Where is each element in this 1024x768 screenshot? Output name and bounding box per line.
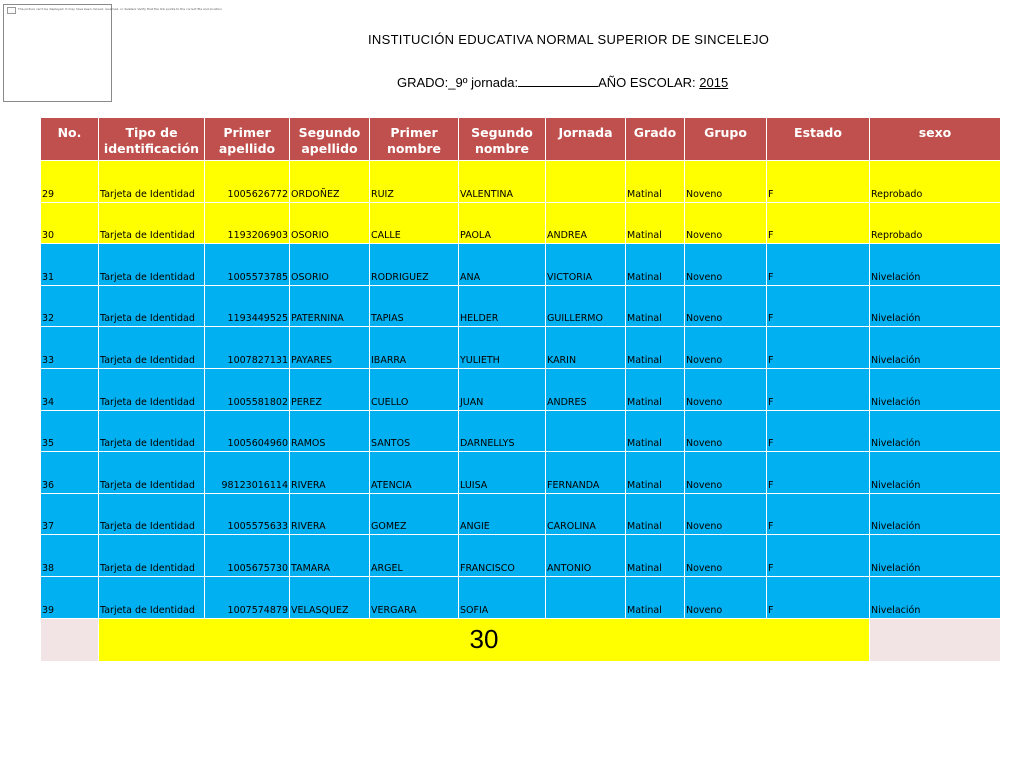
total-right-cell — [870, 618, 1001, 661]
row-grade: Noveno — [685, 161, 767, 203]
row-first-surname: PAYARES — [290, 327, 370, 369]
row-id-type: Tarjeta de Identidad — [99, 535, 205, 577]
row-id-number: 1193206903 — [205, 202, 290, 244]
row-id-type: Tarjeta de Identidad — [99, 368, 205, 410]
col-header-grupo: Grupo — [685, 118, 767, 161]
table-row — [41, 576, 1001, 618]
row-status: Reprobado — [870, 202, 1001, 244]
logo-alt-text: The picture can't be displayed. It may have been moved, renamed, or deleted. Verify that the link points to the correct file and location. — [18, 7, 223, 11]
row-number: 31 — [41, 244, 99, 286]
col-header-sexo: sexo — [870, 118, 1001, 161]
row-first-name: YULIETH — [459, 327, 546, 369]
row-shift: Matinal — [626, 368, 685, 410]
row-number: 30 — [41, 202, 99, 244]
row-first-name: ANA — [459, 244, 546, 286]
row-grade: Noveno — [685, 327, 767, 369]
row-first-surname: PEREZ — [290, 368, 370, 410]
student-roster-table — [40, 117, 1001, 662]
row-id-number: 1005675730 — [205, 535, 290, 577]
col-header-segundo-nombre: Segundo nombre — [459, 118, 546, 161]
row-first-surname: ORDOÑEZ — [290, 161, 370, 203]
row-id-type: Tarjeta de Identidad — [99, 327, 205, 369]
row-grade: Noveno — [685, 576, 767, 618]
row-group: F — [767, 327, 870, 369]
row-id-number: 1005581802 — [205, 368, 290, 410]
row-id-number: 1005573785 — [205, 244, 290, 286]
row-grade: Noveno — [685, 285, 767, 327]
row-shift: Matinal — [626, 452, 685, 494]
row-first-name: DARNELLYS — [459, 410, 546, 452]
row-status: Nivelación — [870, 535, 1001, 577]
total-row — [41, 618, 1001, 661]
row-second-surname: RODRIGUEZ — [370, 244, 459, 286]
row-number: 32 — [41, 285, 99, 327]
institution-title: INSTITUCIÓN EDUCATIVA NORMAL SUPERIOR DE SINCELEJO — [368, 32, 770, 47]
row-id-type: Tarjeta de Identidad — [99, 576, 205, 618]
school-year-value: 2015 — [699, 75, 729, 90]
row-first-name: HELDER — [459, 285, 546, 327]
row-first-surname: PATERNINA — [290, 285, 370, 327]
row-id-type: Tarjeta de Identidad — [99, 202, 205, 244]
table-row — [41, 410, 1001, 452]
row-group: F — [767, 161, 870, 203]
col-header-grado: Grado — [626, 118, 685, 161]
total-count: 30 — [99, 618, 870, 661]
grade-label: GRADO:_9º jornada: — [397, 75, 519, 90]
row-first-surname: RIVERA — [290, 493, 370, 535]
row-second-surname: SANTOS — [370, 410, 459, 452]
row-first-surname: RIVERA — [290, 452, 370, 494]
table-row — [41, 493, 1001, 535]
row-second-surname: VERGARA — [370, 576, 459, 618]
row-second-surname: CUELLO — [370, 368, 459, 410]
row-shift: Matinal — [626, 327, 685, 369]
row-second-name: ANDREA — [546, 202, 626, 244]
row-group: F — [767, 535, 870, 577]
row-status: Nivelación — [870, 493, 1001, 535]
row-status: Nivelación — [870, 327, 1001, 369]
col-header-primer-nombre: Primer nombre — [370, 118, 459, 161]
row-number: 37 — [41, 493, 99, 535]
row-shift: Matinal — [626, 161, 685, 203]
row-first-name: PAOLA — [459, 202, 546, 244]
jornada-blank — [518, 75, 598, 87]
row-status: Nivelación — [870, 410, 1001, 452]
row-first-surname: VELASQUEZ — [290, 576, 370, 618]
row-grade: Noveno — [685, 452, 767, 494]
row-second-name: ANDRES — [546, 368, 626, 410]
col-header-estado: Estado — [767, 118, 870, 161]
row-id-type: Tarjeta de Identidad — [99, 244, 205, 286]
row-id-type: Tarjeta de Identidad — [99, 410, 205, 452]
row-first-name: LUISA — [459, 452, 546, 494]
row-id-type: Tarjeta de Identidad — [99, 493, 205, 535]
row-second-surname: GOMEZ — [370, 493, 459, 535]
row-second-name: FERNANDA — [546, 452, 626, 494]
row-grade: Noveno — [685, 493, 767, 535]
row-grade: Noveno — [685, 410, 767, 452]
row-second-surname: IBARRA — [370, 327, 459, 369]
row-status: Nivelación — [870, 285, 1001, 327]
row-group: F — [767, 493, 870, 535]
row-shift: Matinal — [626, 244, 685, 286]
col-header-jornada: Jornada — [546, 118, 626, 161]
table-row — [41, 161, 1001, 203]
row-second-name: KARIN — [546, 327, 626, 369]
row-id-type: Tarjeta de Identidad — [99, 285, 205, 327]
row-second-name: ANTONIO — [546, 535, 626, 577]
row-second-surname: RUIZ — [370, 161, 459, 203]
row-number: 35 — [41, 410, 99, 452]
row-first-name: FRANCISCO — [459, 535, 546, 577]
row-second-name — [546, 576, 626, 618]
table-row — [41, 244, 1001, 286]
row-id-number: 1007574879 — [205, 576, 290, 618]
row-first-surname: OSORIO — [290, 244, 370, 286]
row-id-number: 1193449525 — [205, 285, 290, 327]
row-number: 39 — [41, 576, 99, 618]
logo-placeholder — [3, 4, 223, 102]
table-row — [41, 285, 1001, 327]
row-second-name: CAROLINA — [546, 493, 626, 535]
row-grade: Noveno — [685, 202, 767, 244]
row-status: Nivelación — [870, 576, 1001, 618]
table-row — [41, 368, 1001, 410]
row-second-surname: TAPIAS — [370, 285, 459, 327]
row-grade: Noveno — [685, 368, 767, 410]
row-first-surname: TAMARA — [290, 535, 370, 577]
row-shift: Matinal — [626, 493, 685, 535]
grade-info-line — [397, 75, 728, 90]
row-group: F — [767, 452, 870, 494]
col-header-tipo-identificacion: Tipo de identificación — [99, 118, 205, 161]
row-group: F — [767, 285, 870, 327]
row-id-type: Tarjeta de Identidad — [99, 161, 205, 203]
row-status: Nivelación — [870, 452, 1001, 494]
row-second-surname: ATENCIA — [370, 452, 459, 494]
row-grade: Noveno — [685, 244, 767, 286]
row-status: Reprobado — [870, 161, 1001, 203]
broken-image-icon — [7, 7, 16, 14]
row-id-number: 1007827131 — [205, 327, 290, 369]
row-group: F — [767, 244, 870, 286]
row-id-type: Tarjeta de Identidad — [99, 452, 205, 494]
row-first-surname: RAMOS — [290, 410, 370, 452]
row-group: F — [767, 410, 870, 452]
row-number: 33 — [41, 327, 99, 369]
row-first-name: SOFIA — [459, 576, 546, 618]
row-second-surname: CALLE — [370, 202, 459, 244]
table-row — [41, 535, 1001, 577]
total-left-cell — [41, 618, 99, 661]
row-first-name: ANGIE — [459, 493, 546, 535]
row-second-surname: ARGEL — [370, 535, 459, 577]
table-row — [41, 327, 1001, 369]
row-number: 34 — [41, 368, 99, 410]
row-second-name: VICTORIA — [546, 244, 626, 286]
row-number: 36 — [41, 452, 99, 494]
row-shift: Matinal — [626, 535, 685, 577]
table-body — [41, 161, 1001, 619]
row-second-name — [546, 161, 626, 203]
row-number: 38 — [41, 535, 99, 577]
school-year-label: AÑO ESCOLAR: — [598, 75, 696, 90]
row-shift: Matinal — [626, 285, 685, 327]
row-first-name: JUAN — [459, 368, 546, 410]
row-second-name: GUILLERMO — [546, 285, 626, 327]
table-header-row — [41, 118, 1001, 161]
row-id-number: 1005604960 — [205, 410, 290, 452]
table-row — [41, 202, 1001, 244]
row-first-name: VALENTINA — [459, 161, 546, 203]
table-row — [41, 452, 1001, 494]
row-id-number: 1005626772 — [205, 161, 290, 203]
row-group: F — [767, 202, 870, 244]
col-header-segundo-apellido: Segundo apellido — [290, 118, 370, 161]
row-shift: Matinal — [626, 202, 685, 244]
row-status: Nivelación — [870, 368, 1001, 410]
row-grade: Noveno — [685, 535, 767, 577]
row-first-surname: OSORIO — [290, 202, 370, 244]
row-group: F — [767, 576, 870, 618]
row-id-number: 98123016114 — [205, 452, 290, 494]
row-status: Nivelación — [870, 244, 1001, 286]
row-second-name — [546, 410, 626, 452]
col-header-no: No. — [41, 118, 99, 161]
row-shift: Matinal — [626, 576, 685, 618]
row-group: F — [767, 368, 870, 410]
row-id-number: 1005575633 — [205, 493, 290, 535]
col-header-primer-apellido: Primer apellido — [205, 118, 290, 161]
row-number: 29 — [41, 161, 99, 203]
row-shift: Matinal — [626, 410, 685, 452]
